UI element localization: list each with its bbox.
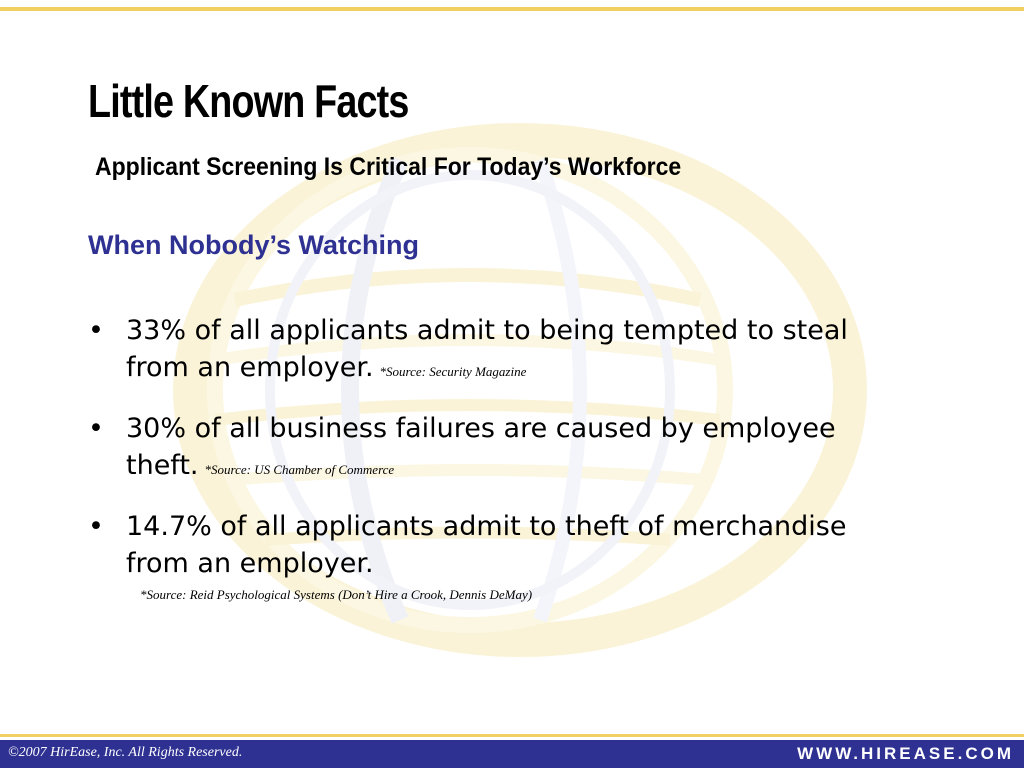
bullet-icon: • — [88, 315, 104, 346]
website-url: WWW.HIREASE.COM — [797, 744, 1014, 763]
fact-item — [88, 410, 908, 484]
fact-text: 30% of all business failures are caused by employee theft. — [126, 413, 836, 481]
footer-accent-rule — [0, 734, 1024, 737]
fact-text: 33% of all applicants admit to being tempted to steal from an employer. — [126, 315, 848, 383]
fact-source: *Source: Security Magazine — [379, 364, 527, 379]
fact-source: *Source: Reid Psychological Systems (Don’t Hire a Crook, Dennis DeMay) — [140, 587, 533, 602]
fact-item — [88, 508, 908, 604]
bullet-icon: • — [88, 413, 104, 444]
slide-title: Little Known Facts — [88, 75, 409, 127]
bullet-icon: • — [88, 511, 104, 542]
fact-source: *Source: US Chamber of Commerce — [204, 462, 395, 477]
fact-text: 14.7% of all applicants admit to theft of merchandise from an employer. — [126, 511, 847, 579]
slide-subtitle: Applicant Screening Is Critical For Today’s Workforce — [95, 153, 682, 181]
fact-item — [88, 312, 908, 386]
section-heading: When Nobody’s Watching — [88, 230, 419, 260]
fact-list — [88, 312, 908, 628]
copyright-text: ©2007 HirEase, Inc. All Rights Reserved. — [8, 745, 243, 760]
footer-bar — [0, 740, 1024, 768]
